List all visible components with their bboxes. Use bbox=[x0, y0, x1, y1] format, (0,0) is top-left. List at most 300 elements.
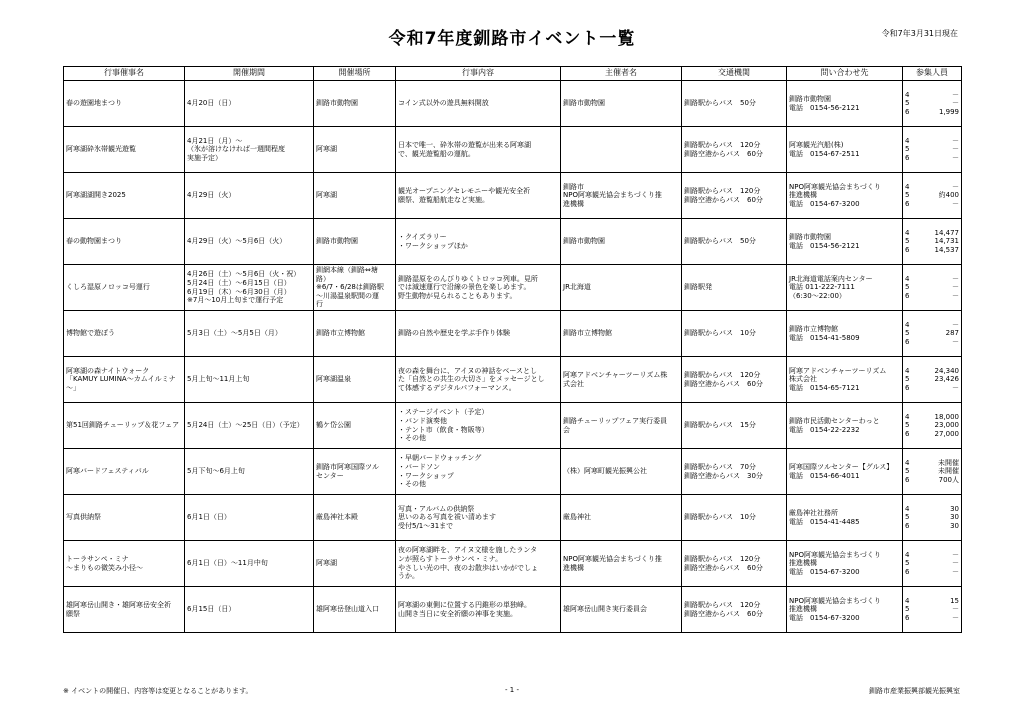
attendance-grid bbox=[905, 183, 959, 209]
attendance-year: 6 bbox=[905, 521, 910, 530]
attendance-grid bbox=[905, 367, 959, 393]
cell-line: 阿寒湖の東側に位置する円錐形の単独峰。 bbox=[398, 600, 531, 609]
cell-line: 釧路市動物園 bbox=[316, 99, 358, 108]
cell-line: で、観光遊覧船の運航。 bbox=[398, 149, 475, 158]
cell-line: 阿寒バードフェスティバル bbox=[66, 467, 149, 476]
cell-line: 釧路駅からバス 70分 bbox=[684, 462, 756, 471]
page-number: - 1 - bbox=[505, 686, 519, 694]
cell-line: 阿寒観光汽船(株) bbox=[789, 140, 844, 149]
cell-line: 5月下旬～6月上旬 bbox=[187, 467, 245, 476]
attendance-year: 5 bbox=[905, 513, 910, 522]
attendance-grid bbox=[905, 551, 959, 577]
organizer-cell bbox=[561, 357, 682, 403]
organizer-cell bbox=[561, 219, 682, 265]
attendance-value: 24,340 bbox=[934, 366, 959, 375]
cell-line: 株式会社 bbox=[789, 375, 817, 384]
transport-cell bbox=[682, 495, 787, 541]
cell-line: ・その他 bbox=[398, 434, 426, 443]
organizer-cell bbox=[561, 265, 682, 311]
transport-cell bbox=[682, 81, 787, 127]
cell-line: 釧路駅発 bbox=[684, 283, 712, 292]
cell-line: 釧路空港からバス 60分 bbox=[684, 149, 763, 158]
cell-line: 電話 0154-66-4011 bbox=[789, 471, 860, 480]
attendance-year: 4 bbox=[905, 90, 910, 99]
place-cell bbox=[314, 495, 396, 541]
cell-line: 電話 0154-41-4485 bbox=[789, 517, 860, 526]
attendance-value: － bbox=[952, 383, 959, 392]
cell-line: 釧路市立博物館 bbox=[563, 329, 612, 338]
cell-line: 日本で唯一、砕氷帯の遊覧が出来る阿寒湖 bbox=[398, 140, 531, 149]
attendance-value: － bbox=[952, 90, 959, 99]
content-cell bbox=[396, 541, 561, 587]
attendance-value: － bbox=[952, 136, 959, 145]
attendance-value: 18,000 bbox=[934, 412, 959, 421]
attendance-value: 15 bbox=[950, 596, 959, 605]
attendance-year: 6 bbox=[905, 383, 910, 392]
attendance-cell bbox=[903, 81, 962, 127]
cell-line: 電話 0154-65-7121 bbox=[789, 383, 860, 392]
place-cell bbox=[314, 81, 396, 127]
cell-line: 6月19日（木）～6月30日（月） bbox=[187, 287, 291, 296]
transport-cell bbox=[682, 265, 787, 311]
cell-line: 阿寒湖温泉 bbox=[316, 375, 351, 384]
attendance-year: 5 bbox=[905, 605, 910, 614]
attendance-value: － bbox=[952, 559, 959, 568]
period-cell bbox=[185, 357, 314, 403]
transport-cell bbox=[682, 311, 787, 357]
period-cell bbox=[185, 127, 314, 173]
cell-line: ンが照らすトーラサンペ・ミナ。 bbox=[398, 554, 503, 563]
cell-line: 雄阿寒岳登山道入口 bbox=[316, 605, 379, 614]
cell-line: 電話 0154-56-2121 bbox=[789, 241, 860, 250]
transport-cell bbox=[682, 403, 787, 449]
cell-line: 釧路駅からバス 50分 bbox=[684, 99, 756, 108]
table-row bbox=[64, 541, 962, 587]
attendance-year: 4 bbox=[905, 366, 910, 375]
cell-line: 願祭、遊覧船航走など実施。 bbox=[398, 195, 489, 204]
content-cell bbox=[396, 495, 561, 541]
attendance-year: 6 bbox=[905, 199, 910, 208]
attendance-value: － bbox=[952, 182, 959, 191]
organizer-cell bbox=[561, 127, 682, 173]
place-cell bbox=[314, 449, 396, 495]
organizer-cell bbox=[561, 495, 682, 541]
table-row bbox=[64, 403, 962, 449]
contact-cell bbox=[787, 587, 903, 633]
attendance-value: 1,999 bbox=[938, 107, 959, 116]
cell-line: 電話 0154-56-2121 bbox=[789, 103, 860, 112]
cell-line: ・クイズラリー bbox=[398, 232, 447, 241]
attendance-value: 14,537 bbox=[934, 245, 959, 254]
cell-line: 春の遊園地まつり bbox=[66, 99, 122, 108]
cell-line: 釧路空港からバス 60分 bbox=[684, 563, 763, 572]
cell-line: 「KAMUY LUMINA～カムイルミナ bbox=[66, 375, 176, 384]
header-event-name: 行事催事名 bbox=[64, 67, 185, 81]
event-name-cell bbox=[64, 173, 185, 219]
event-name-cell bbox=[64, 587, 185, 633]
cell-line: ～」 bbox=[66, 383, 80, 392]
cell-line: 厳島神社 bbox=[563, 513, 591, 522]
cell-line: （氷が溶けなければ一週間程度 bbox=[187, 145, 285, 154]
cell-line: 博物館で遊ぼう bbox=[66, 329, 115, 338]
attendance-year: 4 bbox=[905, 550, 910, 559]
cell-line: 推進機構 bbox=[789, 605, 817, 614]
cell-line: 4月29日（火）～5月6日（火） bbox=[187, 237, 287, 246]
cell-line: 6月1日（日）～11月中旬 bbox=[187, 559, 268, 568]
header-organizer: 主催者名 bbox=[561, 67, 682, 81]
cell-line: ※6/7・6/28は釧路駅 bbox=[316, 283, 384, 292]
header-attendance: 参集人員 bbox=[903, 67, 962, 81]
cell-line: 電話 0154-67-3200 bbox=[789, 613, 860, 622]
attendance-year: 4 bbox=[905, 504, 910, 513]
attendance-cell bbox=[903, 265, 962, 311]
cell-line: 電話 0154-22-2232 bbox=[789, 425, 860, 434]
cell-line: 釧路空港からバス 60分 bbox=[684, 609, 763, 618]
attendance-value: － bbox=[952, 199, 959, 208]
cell-line: NPO阿寒観光協会まちづくり bbox=[789, 596, 881, 605]
cell-line: 釧路駅からバス 120分 bbox=[684, 186, 761, 195]
attendance-value: 14,731 bbox=[934, 237, 959, 246]
attendance-year: 6 bbox=[905, 475, 910, 484]
period-cell bbox=[185, 173, 314, 219]
attendance-year: 4 bbox=[905, 412, 910, 421]
attendance-value: － bbox=[952, 291, 959, 300]
as-of-date: 令和7年3月31日現在 bbox=[881, 29, 958, 38]
table-row bbox=[64, 173, 962, 219]
attendance-value: － bbox=[952, 153, 959, 162]
attendance-value: 23,000 bbox=[934, 421, 959, 430]
cell-line: 阿寒湖湖開き2025 bbox=[66, 191, 126, 200]
cell-line: ・ステージイベント（予定） bbox=[398, 408, 489, 417]
contact-cell bbox=[787, 127, 903, 173]
transport-cell bbox=[682, 541, 787, 587]
place-cell bbox=[314, 265, 396, 311]
cell-line: 厳島神社本殿 bbox=[316, 513, 358, 522]
cell-line: 釧路駅からバス 120分 bbox=[684, 554, 761, 563]
header-place: 開催場所 bbox=[314, 67, 396, 81]
cell-line: JR北海道 bbox=[563, 283, 591, 292]
cell-line: 電話 0154-67-3200 bbox=[789, 567, 860, 576]
attendance-value: 700人 bbox=[938, 475, 959, 484]
attendance-grid bbox=[905, 321, 959, 347]
cell-line: では減速運行で沿線の景色を楽しめます。 bbox=[398, 283, 531, 292]
event-name-cell bbox=[64, 311, 185, 357]
cell-line: 4月29日（火） bbox=[187, 191, 236, 200]
place-cell bbox=[314, 587, 396, 633]
attendance-value: － bbox=[952, 145, 959, 154]
period-cell bbox=[185, 587, 314, 633]
cell-line: 春の動物園まつり bbox=[66, 237, 122, 246]
cell-line: 釧路湿原をのんびりゆくトロッコ列車。見所 bbox=[398, 274, 538, 283]
cell-line: ・バンド演奏他 bbox=[398, 416, 447, 425]
organizer-cell bbox=[561, 541, 682, 587]
cell-line: 夜の森を舞台に、アイヌの神話をベースとし bbox=[398, 366, 538, 375]
attendance-value: － bbox=[952, 320, 959, 329]
cell-line: 釧路市立博物館 bbox=[316, 329, 365, 338]
cell-line: 釧路駅からバス 10分 bbox=[684, 513, 756, 522]
cell-line: ・バードソン bbox=[398, 462, 440, 471]
table-row bbox=[64, 127, 962, 173]
cell-line: 釧路空港からバス 60分 bbox=[684, 195, 763, 204]
organizer-cell bbox=[561, 449, 682, 495]
table-row bbox=[64, 449, 962, 495]
event-name-cell bbox=[64, 219, 185, 265]
cell-line: くしろ湿原ノロッコ号運行 bbox=[66, 283, 150, 292]
contact-cell bbox=[787, 265, 903, 311]
cell-line: 釧路駅からバス 120分 bbox=[684, 140, 761, 149]
cell-line: ・早朝バードウォッチング bbox=[398, 454, 482, 463]
table-row bbox=[64, 311, 962, 357]
table-body bbox=[64, 81, 962, 633]
contact-cell bbox=[787, 311, 903, 357]
cell-line: 第51回釧路チューリップ＆花フェア bbox=[66, 421, 180, 430]
attendance-year: 5 bbox=[905, 421, 910, 430]
attendance-year: 6 bbox=[905, 429, 910, 438]
contact-cell bbox=[787, 495, 903, 541]
cell-line: 電話 0154-67-2511 bbox=[789, 149, 860, 158]
footer-department: 釧路市産業振興部観光振興室 bbox=[869, 687, 960, 695]
attendance-grid bbox=[905, 413, 959, 439]
attendance-cell bbox=[903, 357, 962, 403]
cell-line: 進機構 bbox=[563, 199, 584, 208]
cell-line: 釧路市動物園 bbox=[789, 94, 831, 103]
attendance-year: 5 bbox=[905, 191, 910, 200]
content-cell bbox=[396, 449, 561, 495]
cell-line: NPO阿寒観光協会まちづくり推 bbox=[563, 554, 662, 563]
attendance-year: 5 bbox=[905, 467, 910, 476]
cell-line: 釧路駅からバス 120分 bbox=[684, 370, 761, 379]
contact-cell bbox=[787, 357, 903, 403]
content-cell bbox=[396, 173, 561, 219]
cell-line: 野生動物が見られることもあります。 bbox=[398, 291, 517, 300]
cell-line: 行 bbox=[316, 300, 323, 309]
attendance-year: 5 bbox=[905, 283, 910, 292]
organizer-cell bbox=[561, 403, 682, 449]
contact-cell bbox=[787, 403, 903, 449]
cell-line: （6:30～22:00） bbox=[789, 291, 846, 300]
attendance-year: 5 bbox=[905, 99, 910, 108]
attendance-value: 30 bbox=[950, 513, 959, 522]
cell-line: 釧路市 bbox=[563, 182, 584, 191]
cell-line: 受付5/1～31まで bbox=[398, 521, 454, 530]
attendance-year: 4 bbox=[905, 458, 910, 467]
cell-line: 4月21日（月）～ bbox=[187, 136, 243, 145]
period-cell bbox=[185, 265, 314, 311]
header-period: 開催期間 bbox=[185, 67, 314, 81]
cell-line: て体感するデジタルパフォーマンス。 bbox=[398, 383, 516, 392]
content-cell bbox=[396, 587, 561, 633]
cell-line: 釧路市民活動センターわっと bbox=[789, 416, 880, 425]
contact-cell bbox=[787, 81, 903, 127]
attendance-year: 6 bbox=[905, 567, 910, 576]
organizer-cell bbox=[561, 311, 682, 357]
attendance-value: 14,477 bbox=[934, 228, 959, 237]
attendance-cell bbox=[903, 219, 962, 265]
cell-line: ～まりもの微笑み小径～ bbox=[66, 563, 143, 572]
cell-line: センター bbox=[316, 471, 344, 480]
cell-line: 阿寒湖砕氷帯観光遊覧 bbox=[66, 145, 136, 154]
cell-line: 観光オープニングセレモニーや観光安全祈 bbox=[398, 186, 531, 195]
attendance-year: 6 bbox=[905, 337, 910, 346]
attendance-year: 4 bbox=[905, 596, 910, 605]
cell-line: 阿寒アドベンチャーツーリズム bbox=[789, 366, 887, 375]
cell-line: 写真・アルバムの供納祭 bbox=[398, 504, 475, 513]
cell-line: 釧路の自然や歴史を学ぶ手作り体験 bbox=[398, 329, 510, 338]
event-name-cell bbox=[64, 403, 185, 449]
cell-line: 6月1日（日） bbox=[187, 513, 231, 522]
transport-cell bbox=[682, 357, 787, 403]
organizer-cell bbox=[561, 173, 682, 219]
content-cell bbox=[396, 357, 561, 403]
cell-line: 写真供納祭 bbox=[66, 513, 101, 522]
period-cell bbox=[185, 449, 314, 495]
attendance-grid bbox=[905, 229, 959, 255]
attendance-value: 約400 bbox=[938, 191, 959, 200]
content-cell bbox=[396, 127, 561, 173]
cell-line: 釧路空港からバス 60分 bbox=[684, 379, 763, 388]
transport-cell bbox=[682, 587, 787, 633]
table-row bbox=[64, 587, 962, 633]
cell-line: 釧路市動物園 bbox=[563, 237, 605, 246]
cell-line: 路） bbox=[316, 274, 330, 283]
content-cell bbox=[396, 81, 561, 127]
cell-line: ・テント市（飲食・物販等） bbox=[398, 425, 489, 434]
page-title: 令和7年度釧路市イベント一覧 bbox=[388, 29, 636, 49]
attendance-cell bbox=[903, 449, 962, 495]
place-cell bbox=[314, 357, 396, 403]
contact-cell bbox=[787, 173, 903, 219]
table-header-row bbox=[64, 67, 962, 81]
cell-line: （株）阿寒町観光振興公社 bbox=[563, 467, 647, 476]
attendance-year: 4 bbox=[905, 320, 910, 329]
cell-line: ※7月～10月上旬まで運行予定 bbox=[187, 296, 284, 305]
attendance-year: 4 bbox=[905, 136, 910, 145]
attendance-year: 5 bbox=[905, 559, 910, 568]
cell-line: 釧路市阿寒国際ツル bbox=[316, 462, 379, 471]
table-row bbox=[64, 219, 962, 265]
contact-cell bbox=[787, 541, 903, 587]
organizer-cell bbox=[561, 81, 682, 127]
cell-line: ～川湯温泉駅間の運 bbox=[316, 291, 379, 300]
cell-line: 電話 0154-41-5809 bbox=[789, 333, 860, 342]
cell-line: 5月24日（土）～25日（日）（予定） bbox=[187, 421, 304, 430]
contact-cell bbox=[787, 449, 903, 495]
cell-line: 釧路駅からバス 15分 bbox=[684, 421, 756, 430]
cell-line: 雄阿寒岳山開き・雄阿寒岳安全祈 bbox=[66, 600, 171, 609]
content-cell bbox=[396, 265, 561, 311]
cell-line: うか。 bbox=[398, 572, 419, 581]
cell-line: 思いのある写真を祓い清めます bbox=[398, 513, 496, 522]
attendance-year: 6 bbox=[905, 245, 910, 254]
attendance-cell bbox=[903, 311, 962, 357]
cell-line: 鶴ケ岱公園 bbox=[316, 421, 351, 430]
attendance-value: － bbox=[952, 613, 959, 622]
attendance-value: － bbox=[952, 567, 959, 576]
cell-line: ・ワークショップほか bbox=[398, 241, 468, 250]
event-name-cell bbox=[64, 81, 185, 127]
cell-line: 実施予定） bbox=[187, 153, 222, 162]
attendance-year: 5 bbox=[905, 237, 910, 246]
cell-line: 5月3日（土）～5月5日（月） bbox=[187, 329, 282, 338]
cell-line: 推進機構 bbox=[789, 559, 817, 568]
attendance-year: 6 bbox=[905, 153, 910, 162]
content-cell bbox=[396, 403, 561, 449]
event-name-cell bbox=[64, 541, 185, 587]
contact-cell bbox=[787, 219, 903, 265]
place-cell bbox=[314, 403, 396, 449]
transport-cell bbox=[682, 127, 787, 173]
cell-line: 阿寒湖 bbox=[316, 191, 337, 200]
place-cell bbox=[314, 219, 396, 265]
attendance-cell bbox=[903, 587, 962, 633]
cell-line: 電話 011-222-7111 bbox=[789, 283, 855, 292]
cell-line: 電話 0154-67-3200 bbox=[789, 199, 860, 208]
attendance-year: 4 bbox=[905, 182, 910, 191]
period-cell bbox=[185, 403, 314, 449]
table-row bbox=[64, 495, 962, 541]
cell-line: 釧路チューリップフェア実行委員 bbox=[563, 416, 668, 425]
attendance-year: 4 bbox=[905, 274, 910, 283]
attendance-grid bbox=[905, 137, 959, 163]
content-cell bbox=[396, 219, 561, 265]
content-cell bbox=[396, 311, 561, 357]
period-cell bbox=[185, 311, 314, 357]
attendance-year: 6 bbox=[905, 291, 910, 300]
event-name-cell bbox=[64, 495, 185, 541]
cell-line: やさしい光の中、夜のお散歩はいかがでしょ bbox=[398, 563, 538, 572]
cell-line: JR北海道電話案内センター bbox=[789, 274, 873, 283]
period-cell bbox=[185, 541, 314, 587]
event-name-cell bbox=[64, 357, 185, 403]
attendance-value: 23,426 bbox=[934, 375, 959, 384]
cell-line: ・その他 bbox=[398, 480, 426, 489]
cell-line: 会 bbox=[563, 425, 570, 434]
attendance-value: 未開催 bbox=[938, 467, 959, 476]
attendance-value: 未開催 bbox=[938, 458, 959, 467]
transport-cell bbox=[682, 173, 787, 219]
cell-line: 5月上旬～11月上旬 bbox=[187, 375, 250, 384]
event-name-cell bbox=[64, 449, 185, 495]
attendance-grid bbox=[905, 91, 959, 117]
cell-line: 阿寒湖 bbox=[316, 559, 337, 568]
event-table bbox=[63, 66, 962, 633]
attendance-year: 5 bbox=[905, 375, 910, 384]
transport-cell bbox=[682, 449, 787, 495]
cell-line: 釧路駅からバス 10分 bbox=[684, 329, 756, 338]
cell-line: 式会社 bbox=[563, 379, 584, 388]
attendance-value: － bbox=[952, 283, 959, 292]
place-cell bbox=[314, 311, 396, 357]
cell-line: 6月15日（日） bbox=[187, 605, 236, 614]
header-contact: 問い合わせ先 bbox=[787, 67, 903, 81]
attendance-grid bbox=[905, 505, 959, 531]
place-cell bbox=[314, 173, 396, 219]
cell-line: 進機構 bbox=[563, 563, 584, 572]
attendance-cell bbox=[903, 495, 962, 541]
attendance-year: 6 bbox=[905, 613, 910, 622]
cell-line: 願祭 bbox=[66, 609, 80, 618]
cell-line: 阿寒アドベンチャーツーリズム株 bbox=[563, 370, 668, 379]
attendance-value: 287 bbox=[945, 329, 959, 338]
header-content: 行事内容 bbox=[396, 67, 561, 81]
cell-line: 釧路駅からバス 50分 bbox=[684, 237, 756, 246]
cell-line: 釧路市動物園 bbox=[316, 237, 358, 246]
attendance-value: － bbox=[952, 99, 959, 108]
attendance-grid bbox=[905, 459, 959, 485]
attendance-grid bbox=[905, 597, 959, 623]
cell-line: 厳島神社社務所 bbox=[789, 508, 838, 517]
cell-line: トーラサンペ・ミナ bbox=[66, 554, 129, 563]
